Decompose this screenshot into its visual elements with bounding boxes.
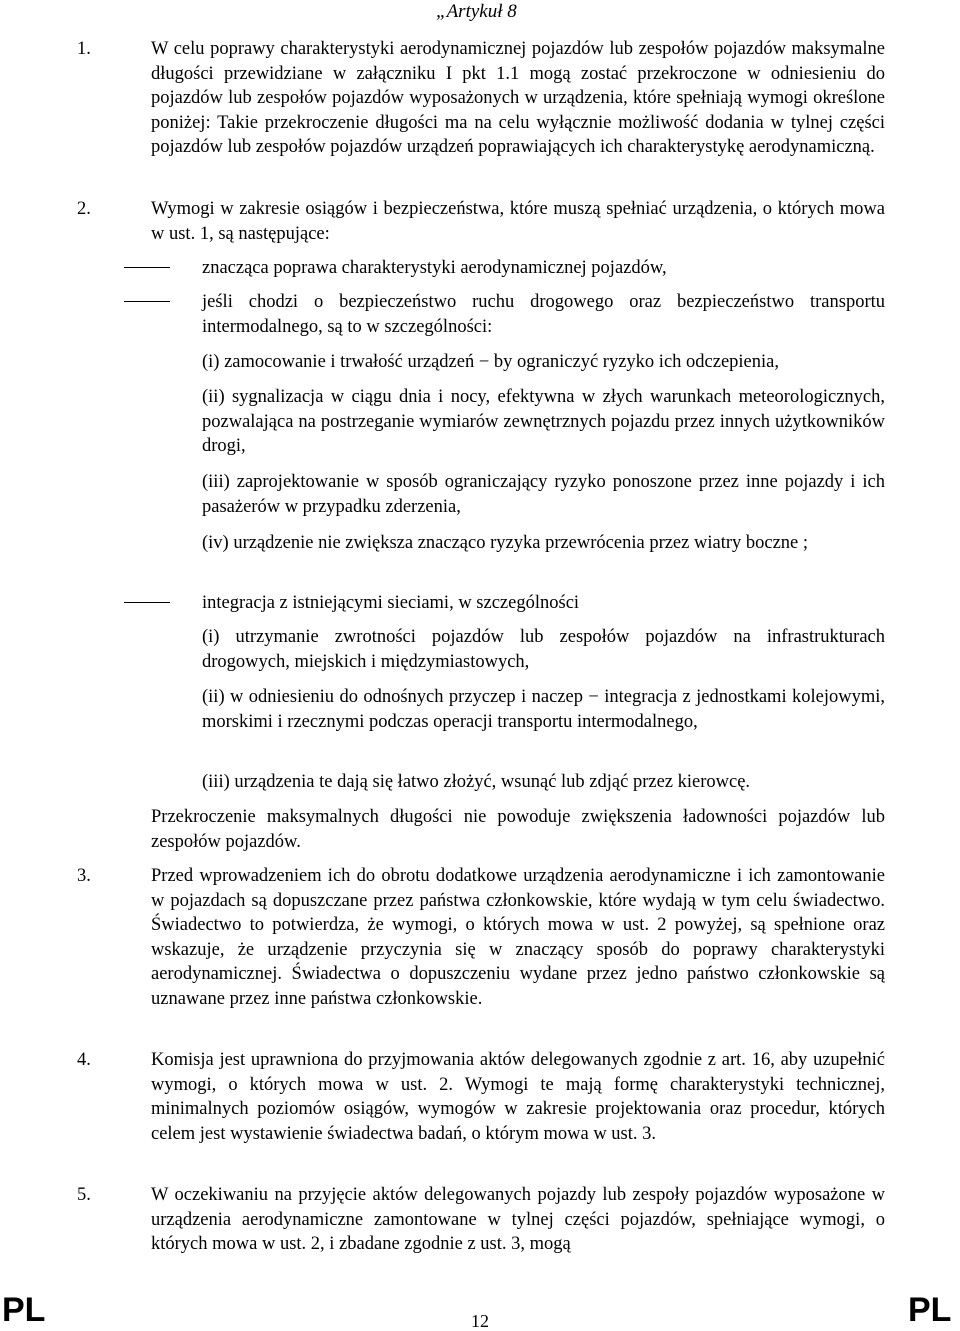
footer-language-left: PL bbox=[2, 1291, 46, 1329]
para2-number: 2. bbox=[77, 199, 91, 219]
para2-dash1: znacząca poprawa charakterystyki aerodynamicznej pojazdów, bbox=[202, 258, 667, 278]
para2-sub1-i: (i) zamocowanie i trwałość urządzeń − by ograniczyć ryzyko ich odczepienia, bbox=[202, 352, 779, 372]
para4-number: 4. bbox=[77, 1050, 91, 1070]
para2-sub1-iv: (iv) urządzenie nie zwiększa znacząco ryzyka przewrócenia przez wiatry boczne ; bbox=[202, 533, 809, 553]
para5-text: W oczekiwaniu na przyjęcie aktów delegowanych pojazdy lub zespoły pojazdów wyposażone w urządzenia aerodynamiczne zamontowane w tylnej części pojazdów, spełniające wymogi, o których mowa w ust. 2, i zbadane zgodnie z ust. 3, mogą bbox=[151, 1185, 885, 1254]
article-title: „Artykuł 8 bbox=[436, 1, 517, 22]
para3-text: Przed wprowadzeniem ich do obrotu dodatkowe urządzenia aerodynamiczne i ich zamontowanie w pojazdach są dopuszczane przez państwa członkowskie, które wydają w tym celu świadectwo. Świadectwo to potwierdza, że wymogi, o których mowa w ust. 2 powyżej, są spełnione oraz wskazuje, że urządzenie przyczynia się w znaczący sposób do poprawy charakterystyki aerodynamicznej. Świadectwa o dopuszczeniu wydane przez jedno państwo członkowskie są uznawane przez inne państwa członkowskie. bbox=[151, 866, 885, 1009]
page-number: 12 bbox=[471, 1311, 489, 1331]
para1-number: 1. bbox=[77, 39, 91, 59]
para2-sub2-iii: (iii) urządzenia te dają się łatwo złożyć, wsunąć lub zdjąć przez kierowcę. bbox=[202, 772, 751, 792]
dash-bullet bbox=[124, 267, 170, 268]
para3-number: 3. bbox=[77, 866, 91, 886]
footer-language-right: PL bbox=[908, 1291, 952, 1329]
para2-dash3: integracja z istniejącymi sieciami, w szczególności bbox=[202, 593, 580, 613]
dash-bullet bbox=[124, 602, 170, 603]
para2-closing: Przekroczenie maksymalnych długości nie powoduje zwiększenia ładowności pojazdów lub zespołów pojazdów. bbox=[151, 807, 885, 852]
para5-number: 5. bbox=[77, 1185, 91, 1205]
para2-dash2: jeśli chodzi o bezpieczeństwo ruchu drogowego oraz bezpieczeństwo transportu intermodalnego, są to w szczególności: bbox=[202, 292, 885, 337]
para2-text: Wymogi w zakresie osiągów i bezpieczeństwa, które muszą spełniać urządzenia, o których mowa w ust. 1, są następujące: bbox=[151, 199, 885, 244]
para4-text: Komisja jest uprawniona do przyjmowania aktów delegowanych zgodnie z art. 16, aby uzupełnić wymogi, o których mowa w ust. 2. Wymogi te mają formę charakterystyki technicznej, minimalnych poziomów osiągów, wymogów w zakresie projektowania oraz procedur, których celem jest wystawienie świadectwa badań, o którym mowa w ust. 3. bbox=[151, 1050, 885, 1144]
para2-sub1-iii: (iii) zaprojektowanie w sposób ograniczający ryzyko ponoszone przez inne pojazdy i ich pasażerów w przypadku zderzenia, bbox=[202, 472, 885, 517]
para2-sub1-ii: (ii) sygnalizacja w ciągu dnia i nocy, efektywna w złych warunkach meteorologicznych, pozwalająca na postrzeganie wymiarów zewnętrznych pojazdu przez innych użytkowników drogi, bbox=[202, 387, 885, 456]
para1-text: W celu poprawy charakterystyki aerodynamicznej pojazdów lub zespołów pojazdów maksymalne długości przewidziane w załączniku I pkt 1.1 mogą zostać przekroczone w odniesieniu do pojazdów lub zespołów pojazdów wyposażonych w urządzenia, które spełniają wymogi określone poniżej: Takie przekroczenie długości ma na celu wyłącznie możliwość dodania w tylnej części pojazdów lub zespołów pojazdów urządzeń poprawiających ich charakterystykę aerodynamiczną. bbox=[151, 39, 885, 157]
para2-sub2-ii: (ii) w odniesieniu do odnośnych przyczep i naczep − integracja z jednostkami kolejowymi, morskimi i rzecznymi podczas operacji transportu intermodalnego, bbox=[202, 687, 885, 732]
para2-sub2-i: (i) utrzymanie zwrotności pojazdów lub zespołów pojazdów na infrastrukturach drogowych, miejskich i międzymiastowych, bbox=[202, 627, 885, 672]
dash-bullet bbox=[124, 301, 170, 302]
